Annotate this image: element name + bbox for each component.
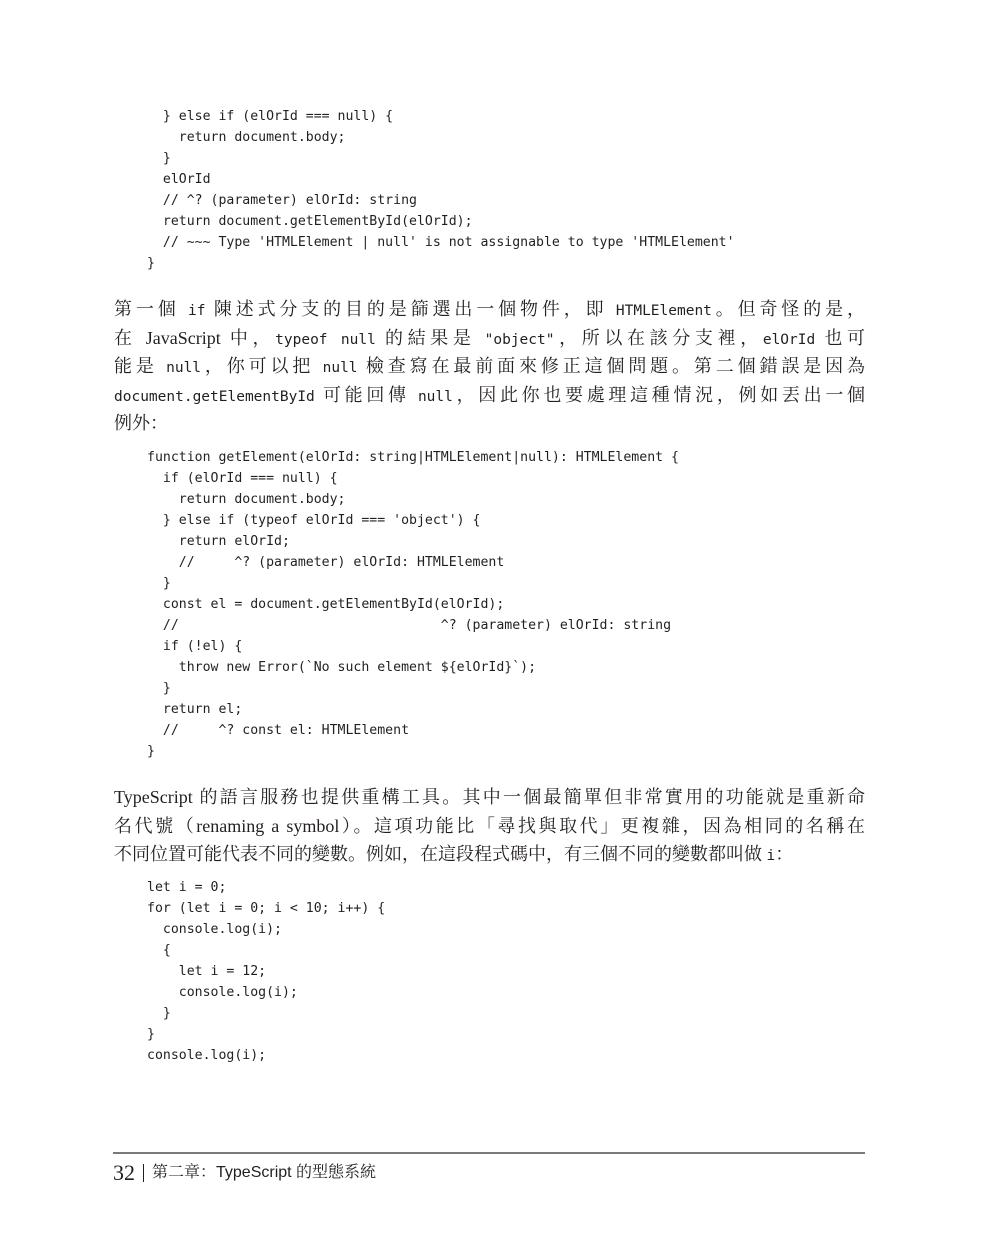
- paragraph-line: [114, 295, 865, 324]
- inline-code: HTMLElement: [615, 303, 712, 319]
- code-line: if (!el) {: [147, 639, 243, 654]
- code-line: // ^? const el: HTMLElement: [147, 723, 410, 738]
- code-line: // ^? (parameter) elOrId: string: [147, 618, 672, 633]
- code-line: }: [147, 151, 171, 166]
- inline-code: null: [166, 360, 202, 376]
- text-run: 的結果是: [375, 327, 485, 348]
- code-line: let i = 0;: [147, 880, 227, 895]
- code-line: return document.body;: [147, 492, 346, 507]
- footer-separator: [143, 1164, 144, 1182]
- code-line: }: [147, 744, 155, 759]
- code-line: throw new Error(`No such element ${elOrId}`);: [147, 660, 537, 675]
- code-line: }: [147, 1027, 155, 1042]
- text-run: 不同位置可能代表不同的變數。例如，在這段程式碼中，有三個不同的變數都叫做: [114, 844, 767, 864]
- page-footer: [113, 1160, 376, 1186]
- text-run: 檢查寫在最前面來修正這個問題。第二個錯誤是因為: [357, 356, 866, 376]
- text-run: 能是: [114, 356, 167, 376]
- inline-code: elOrId: [762, 331, 816, 348]
- code-line: return el;: [147, 702, 243, 717]
- code-line: function getElement(elOrId: string|HTMLElement|null): HTMLElement {: [147, 450, 679, 465]
- code-block-3: [147, 877, 385, 1066]
- paragraph-line: [114, 381, 865, 410]
- code-block-2: [147, 447, 679, 762]
- code-line: for (let i = 0; i < 10; i++) {: [147, 901, 386, 916]
- code-line: elOrId: [147, 172, 211, 187]
- code-line: }: [147, 576, 171, 591]
- text-run: 可能回傳: [314, 384, 418, 405]
- paragraph-line: [114, 324, 865, 353]
- code-line: console.log(i);: [147, 985, 298, 1000]
- code-line: // ~~~ Type 'HTMLElement | null' is not assignable to type 'HTMLElement': [147, 235, 735, 250]
- text-run: 也可: [815, 327, 866, 348]
- paragraph-line: [114, 840, 865, 869]
- code-line: // ^? (parameter) elOrId: string: [147, 193, 417, 208]
- body-paragraph-2: [114, 783, 865, 869]
- text-run: TypeScript 的語言服務也提供重構工具。其中一個最簡單但非常實用的功能就是重新命: [114, 787, 865, 807]
- inline-code: null: [322, 360, 358, 376]
- code-line: // ^? (parameter) elOrId: HTMLElement: [147, 555, 505, 570]
- code-line: return document.getElementById(elOrId);: [147, 214, 473, 229]
- page-number: 32: [113, 1160, 135, 1185]
- paragraph-line: [114, 409, 865, 438]
- text-run: ，因此你也要處理這種情況，例如丟出一個: [452, 384, 866, 405]
- code-line: }: [147, 256, 155, 271]
- text-run: 名代號（renaming a symbol）。這項功能比「尋找與取代」更複雜，因為相同的名稱在: [114, 815, 865, 836]
- inline-code: if: [187, 303, 206, 319]
- inline-code: document.getElementById: [114, 388, 315, 405]
- text-run: 第一個: [114, 299, 188, 319]
- text-run: 例外：: [114, 413, 168, 433]
- text-run: 。但奇怪的是，: [711, 299, 866, 319]
- text-run: ：: [775, 844, 794, 864]
- code-line: if (elOrId === null) {: [147, 471, 338, 486]
- code-line: {: [147, 943, 171, 958]
- inline-code: "object": [484, 331, 555, 348]
- footer-divider: [113, 1152, 865, 1154]
- text-run: ，所以在該分支裡，: [554, 327, 763, 348]
- code-line: } else if (typeof elOrId === 'object') {: [147, 513, 481, 528]
- code-line: }: [147, 1006, 171, 1021]
- code-line: }: [147, 681, 171, 696]
- paragraph-line: [114, 352, 865, 381]
- code-line: console.log(i);: [147, 922, 282, 937]
- code-block-1: [147, 106, 735, 274]
- code-line: const el = document.getElementById(elOrId);: [147, 597, 505, 612]
- code-line: } else if (elOrId === null) {: [147, 109, 394, 124]
- paragraph-line: [114, 783, 865, 812]
- text-run: 在 JavaScript 中，: [114, 327, 276, 348]
- chapter-title: 第二章：TypeScript 的型態系統: [152, 1164, 377, 1181]
- inline-code: i: [766, 848, 776, 864]
- text-run: ，你可以把: [201, 356, 323, 376]
- body-paragraph-1: [114, 295, 865, 438]
- paragraph-line: [114, 812, 865, 841]
- code-line: return elOrId;: [147, 534, 290, 549]
- inline-code: null: [417, 388, 453, 405]
- code-line: console.log(i);: [147, 1048, 267, 1063]
- code-line: return document.body;: [147, 130, 346, 145]
- inline-code: typeof null: [275, 331, 376, 348]
- text-run: 陳述式分支的目的是篩選出一個物件，即: [205, 299, 616, 319]
- code-line: let i = 12;: [147, 964, 267, 979]
